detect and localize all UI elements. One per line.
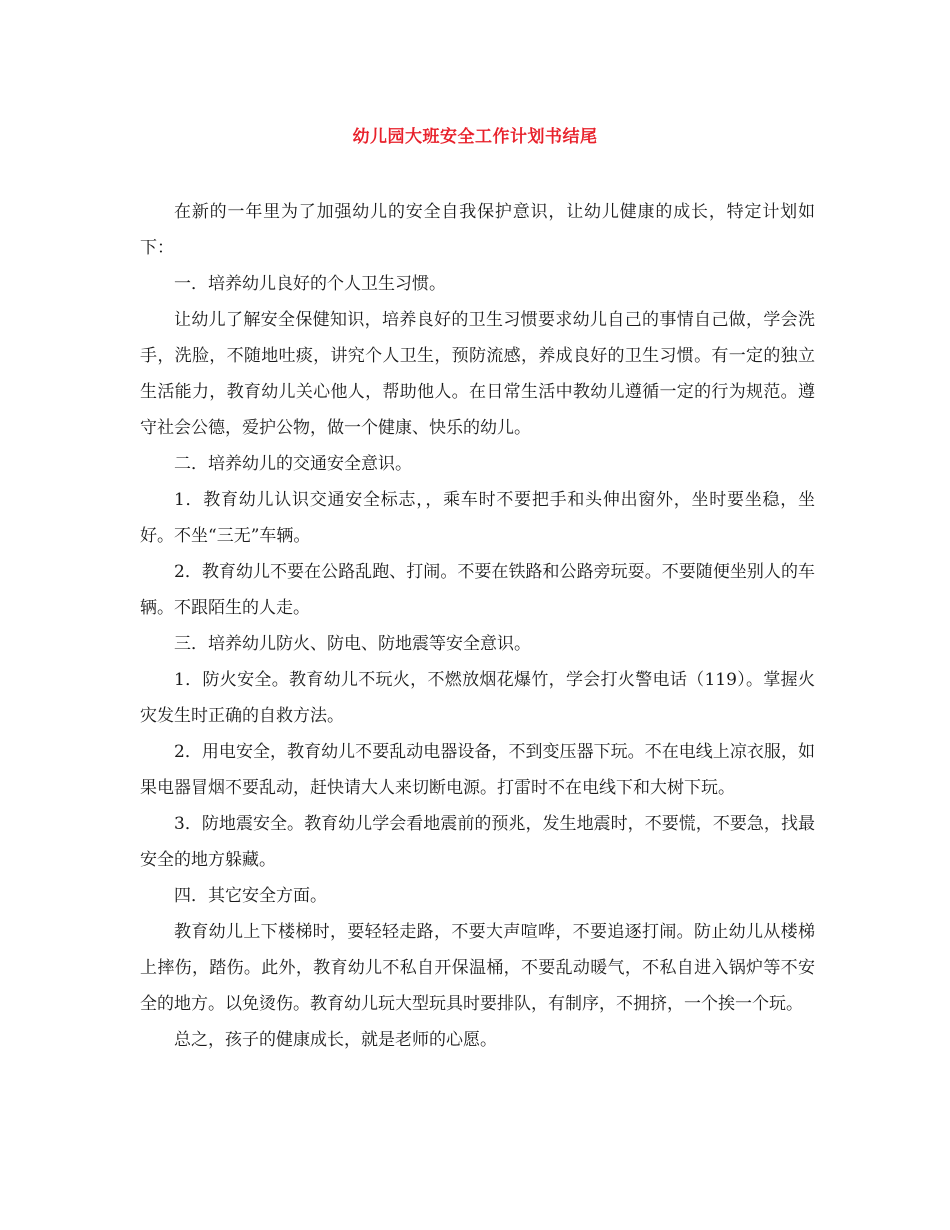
paragraph-intro: 在新的一年里为了加强幼儿的安全自我保护意识，让幼儿健康的成长，特定计划如下： xyxy=(140,202,815,258)
document-body xyxy=(140,194,815,1058)
paragraph-conclusion: 总之，孩子的健康成长，就是老师的心愿。 xyxy=(174,1030,497,1050)
paragraph-other: 教育幼儿上下楼梯时，要轻轻走路，不要大声喧哗，不要追逐打闹。防止幼儿从楼梯上摔伤，踏伤。此外，教育幼儿不私自开保温桶，不要乱动暖气，不私自进入锅炉等不安全的地方。以免烫伤。教育幼儿玩大型玩具时要排队，有制序，不拥挤，一个挨一个玩。 xyxy=(140,922,815,1014)
paragraph-electricity: 2．用电安全，教育幼儿不要乱动电器设备，不到变压器下玩。不在电线上凉衣服，如果电器冒烟不要乱动，赶快请大人来切断电源。打雷时不在电线下和大树下玩。 xyxy=(140,742,815,798)
paragraph-fire: 1．防火安全。教育幼儿不玩火，不燃放烟花爆竹，学会打火警电话（119）。掌握火灾发生时正确的自救方法。 xyxy=(140,670,815,726)
section-heading-1: 一．培养幼儿良好的个人卫生习惯。 xyxy=(174,274,446,294)
section-heading-4: 四．其它安全方面。 xyxy=(174,886,327,906)
paragraph-traffic-2: 2．教育幼儿不要在公路乱跑、打闹。不要在铁路和公路旁玩耍。不要随便坐别人的车辆。不跟陌生的人走。 xyxy=(140,562,815,618)
paragraph-earthquake: 3．防地震安全。教育幼儿学会看地震前的预兆，发生地震时，不要慌，不要急，找最安全的地方躲藏。 xyxy=(140,814,815,870)
paragraph-traffic-1: 1．教育幼儿认识交通安全标志，，乘车时不要把手和头伸出窗外，坐时要坐稳，坐好。不坐“三无”车辆。 xyxy=(140,490,815,546)
document-title: 幼儿园大班安全工作计划书结尾 xyxy=(352,127,598,147)
paragraph-hygiene: 让幼儿了解安全保健知识，培养良好的卫生习惯要求幼儿自己的事情自己做，学会洗手，洗脸，不随地吐痰，讲究个人卫生，预防流感，养成良好的卫生习惯。有一定的独立生活能力，教育幼儿关心他人，帮助他人。在日常生活中教幼儿遵循一定的行为规范。遵守社会公德，爱护公物，做一个健康、快乐的幼儿。 xyxy=(140,310,815,438)
section-heading-3: 三．培养幼儿防火、防电、防地震等安全意识。 xyxy=(174,634,531,654)
section-heading-2: 二．培养幼儿的交通安全意识。 xyxy=(174,454,412,474)
